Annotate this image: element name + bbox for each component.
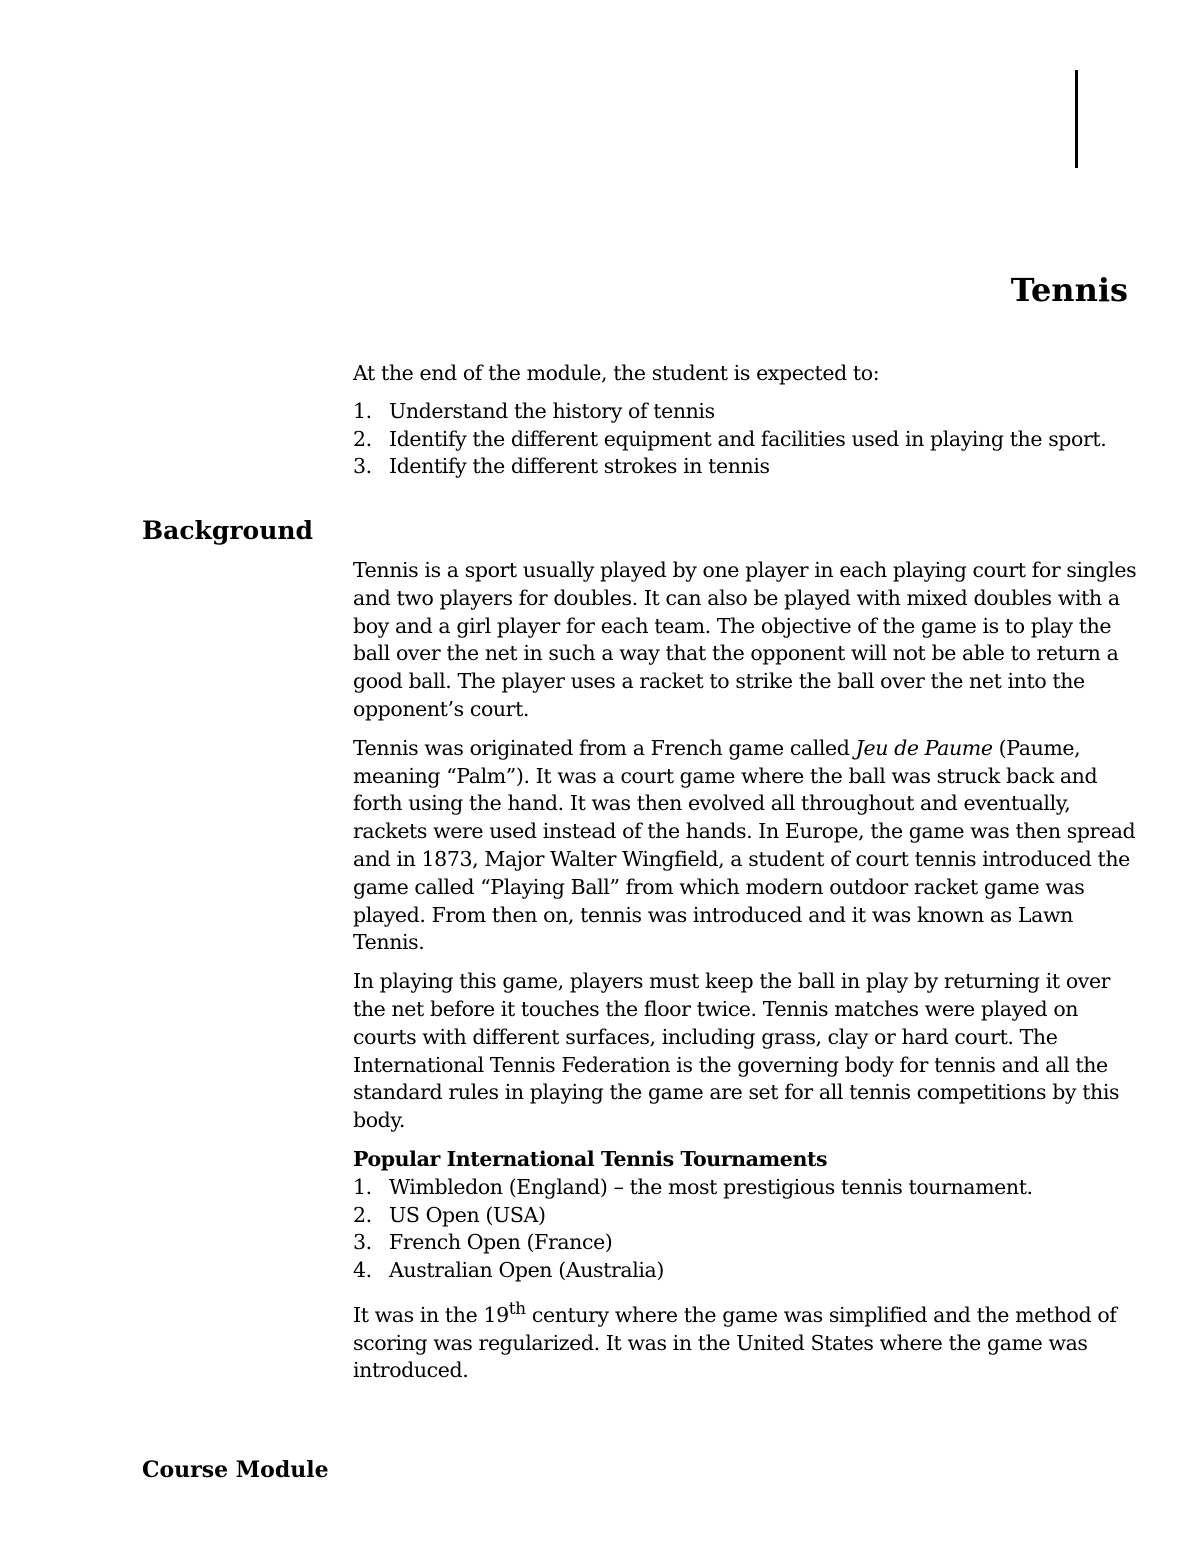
list-text: Australian Open (Australia)	[389, 1258, 664, 1283]
objectives-lead: At the end of the module, the student is expected to:	[353, 361, 880, 385]
list-text: Wimbledon (England) – the most prestigious tennis tournament.	[389, 1174, 1033, 1199]
list-number: 4.	[353, 1258, 372, 1283]
list-text: Identify the different strokes in tennis	[389, 454, 770, 479]
italic-term: Jeu de Paume	[855, 735, 993, 760]
list-item	[353, 1229, 1143, 1257]
list-text: French Open (France)	[389, 1230, 613, 1255]
list-item	[353, 398, 1143, 426]
list-item	[353, 1257, 1143, 1285]
list-number: 3.	[353, 454, 372, 479]
list-number: 1.	[353, 1174, 372, 1199]
list-text: Understand the history of tennis	[389, 398, 715, 423]
background-heading: Background	[142, 516, 314, 545]
header-vertical-rule	[1075, 70, 1078, 168]
ordinal-superscript: th	[508, 1298, 526, 1319]
paragraph-text: It was in the 19	[353, 1302, 509, 1327]
list-number: 3.	[353, 1230, 372, 1255]
list-item	[353, 453, 1143, 481]
paragraph-text: (Paume, meaning “Palm”). It was a court game where the ball was struck back and forth using the hand. It was then evolved all throughout and eventually, rackets were used instead of the hands. In Europe, the game was then spread and in 1873, Major Walter Wingfield, a student of court tennis introduced the game called “Playing Ball” from which modern outdoor racket game was played. From then on, tennis was introduced and it was known as Lawn Tennis.	[353, 735, 1136, 955]
objectives-section	[353, 360, 1143, 481]
background-section	[353, 557, 1143, 1396]
page-title: Tennis	[1010, 271, 1128, 309]
list-number: 1.	[353, 398, 372, 423]
tournaments-heading: Popular International Tennis Tournaments	[353, 1146, 828, 1171]
list-item	[353, 1174, 1143, 1202]
tournaments-list	[353, 1174, 1143, 1285]
background-paragraph-3: In playing this game, players must keep the ball in play by returning it over the net before it touches the floor twice. Tennis matches were played on courts with different surfaces, including grass, clay or hard court. The International Tennis Federation is the governing body for tennis and all the standard rules in playing the game are set for all tennis competitions by this body.	[353, 969, 1120, 1133]
background-paragraph-1: Tennis is a sport usually played by one player in each playing court for singles and two players for doubles. It can also be played with mixed doubles with a boy and a girl player for each team. The objective of the game is to play the ball over the net in such a way that the opponent will not be able to return a good ball. The player uses a racket to strike the ball over the net into the opponent’s court.	[353, 558, 1137, 721]
paragraph-text: Tennis was originated from a French game called	[353, 735, 856, 760]
objectives-list	[353, 398, 1143, 481]
list-text: Identify the different equipment and facilities used in playing the sport.	[389, 426, 1107, 451]
list-text: US Open (USA)	[389, 1202, 546, 1227]
background-paragraph-2	[353, 735, 1143, 957]
list-number: 2.	[353, 1202, 372, 1227]
footer-course-module: Course Module	[142, 1457, 329, 1483]
background-paragraph-4	[353, 1296, 1143, 1385]
paragraph-text: century where the game was simplified and the method of scoring was regularized. It was in the United States where the game was introduced.	[353, 1302, 1117, 1383]
list-item	[353, 426, 1143, 454]
list-item	[353, 1202, 1143, 1230]
list-number: 2.	[353, 426, 372, 451]
